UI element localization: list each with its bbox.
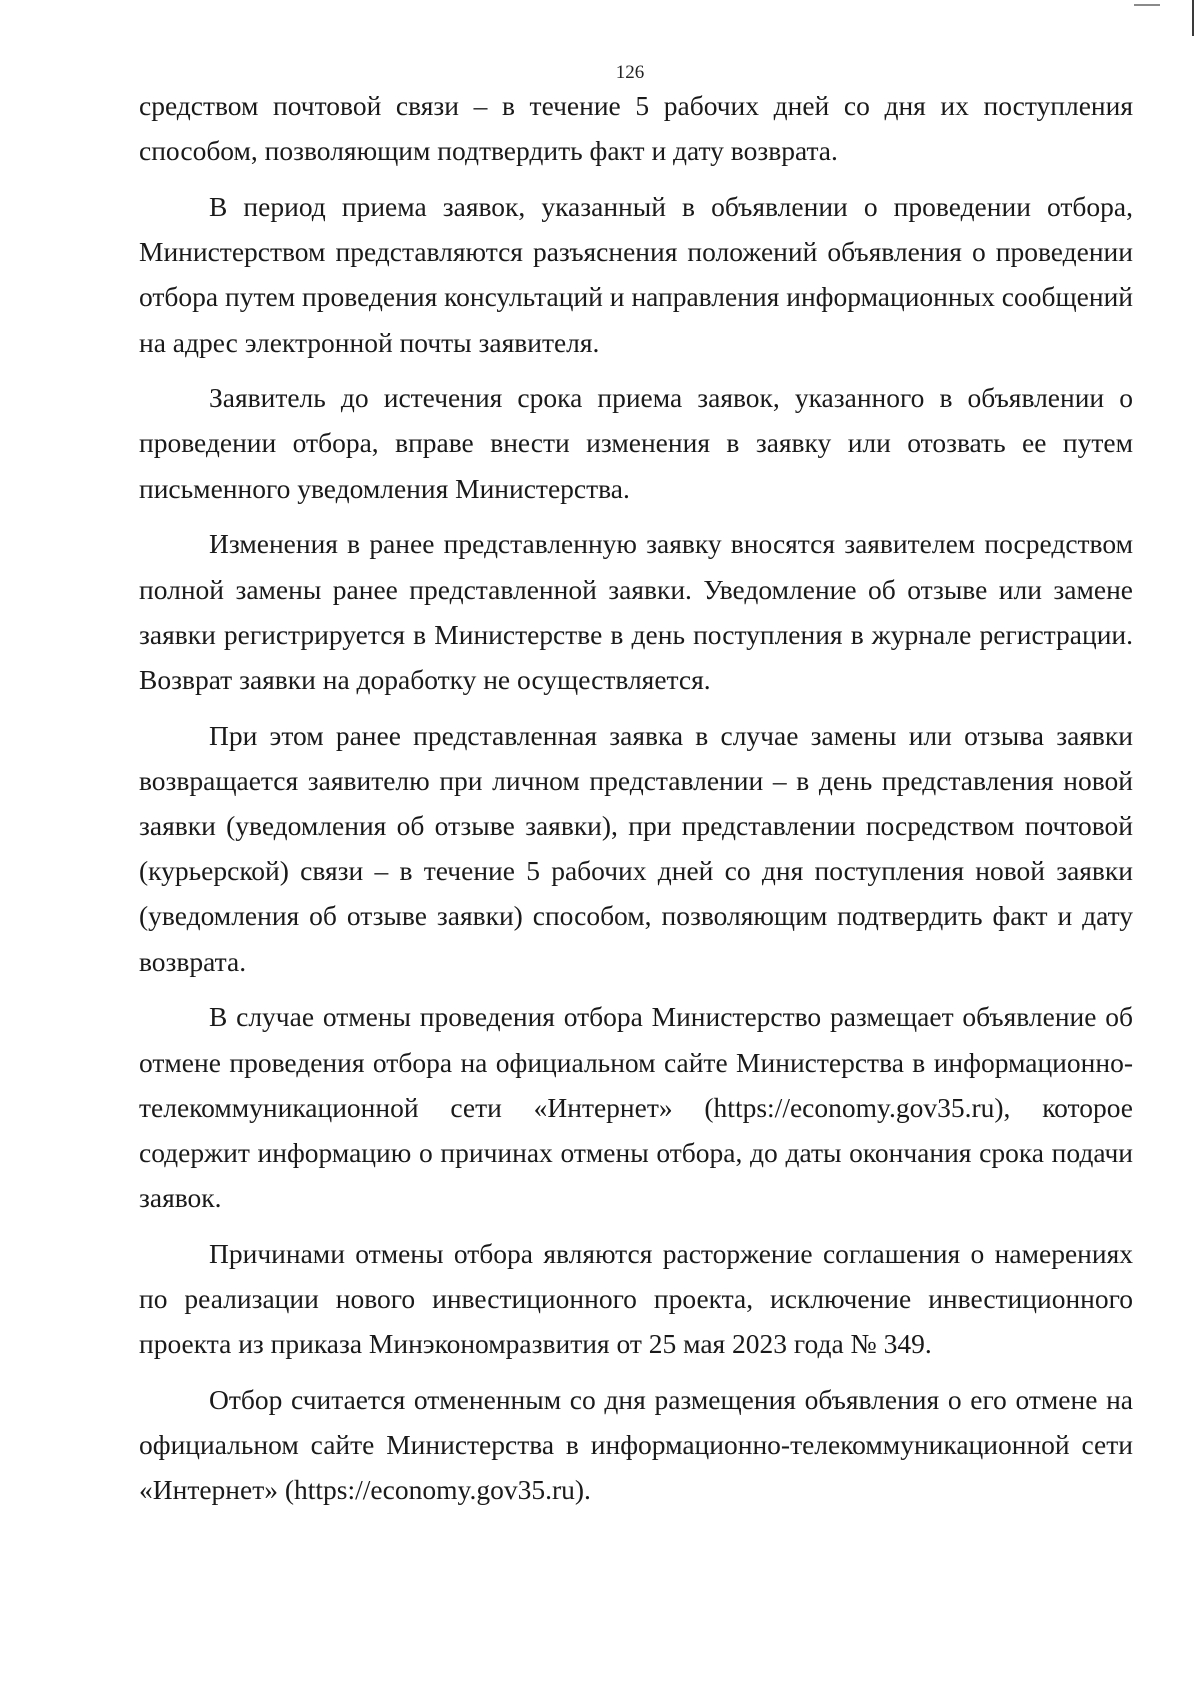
document-body xyxy=(139,83,1133,1523)
paragraph: В период приема заявок, указанный в объявлении о проведении отбора, Министерством представляются разъяснения положений объявления о проведении отбора путем проведения консультаций и направления информационных сообщений на адрес электронной почты заявителя. xyxy=(139,190,1133,358)
paragraph: В случае отмены проведения отбора Министерство размещает объявление об отмене проведения отбора на официальном сайте Министерства в информационно-телекоммуникационной сети «Интернет» (https://economy.gov35.ru), которое содержит информацию о причинах отмены отбора, до даты окончания срока подачи заявок. xyxy=(139,1001,1133,1214)
paragraph: Отбор считается отмененным со дня размещения объявления о его отмене на официальном сайте Министерства в информационно-телекоммуникационной сети «Интернет» (https://economy.gov35.ru). xyxy=(139,1383,1133,1506)
paragraph: Причинами отмены отбора являются расторжение соглашения о намерениях по реализации нового инвестиционного проекта, исключение инвестиционного проекта из приказа Минэкономразвития от 25 мая 2023 года № 349. xyxy=(139,1237,1133,1360)
paragraph: Изменения в ранее представленную заявку вносятся заявителем посредством полной замены ранее представленной заявки. Уведомление об отзыве или замене заявки регистрируется в Министерстве в день поступления в журнале регистрации. Возврат заявки на доработку не осуществляется. xyxy=(139,528,1133,695)
paragraph: При этом ранее представленная заявка в случае замены или отзыва заявки возвращается заявителю при личном представлении – в день представления новой заявки (уведомления об отзыве заявки), при представлении посредством почтовой (курьерской) связи – в течение 5 рабочих дней со дня поступления новой заявки (уведомления об отзыве заявки) способом, позволяющим подтвердить факт и дату возврата. xyxy=(139,719,1133,977)
page-number: 126 xyxy=(615,62,645,83)
paragraph: Заявитель до истечения срока приема заявок, указанного в объявлении о проведении отбора, вправе внести изменения в заявку или отозвать ее путем письменного уведомления Министерства. xyxy=(139,382,1133,504)
scan-edge-mark xyxy=(1192,0,1194,36)
paragraph: средством почтовой связи – в течение 5 рабочих дней со дня их поступления способом, позволяющим подтвердить факт и дату возврата. xyxy=(139,90,1133,167)
scan-edge-mark xyxy=(1134,4,1160,6)
